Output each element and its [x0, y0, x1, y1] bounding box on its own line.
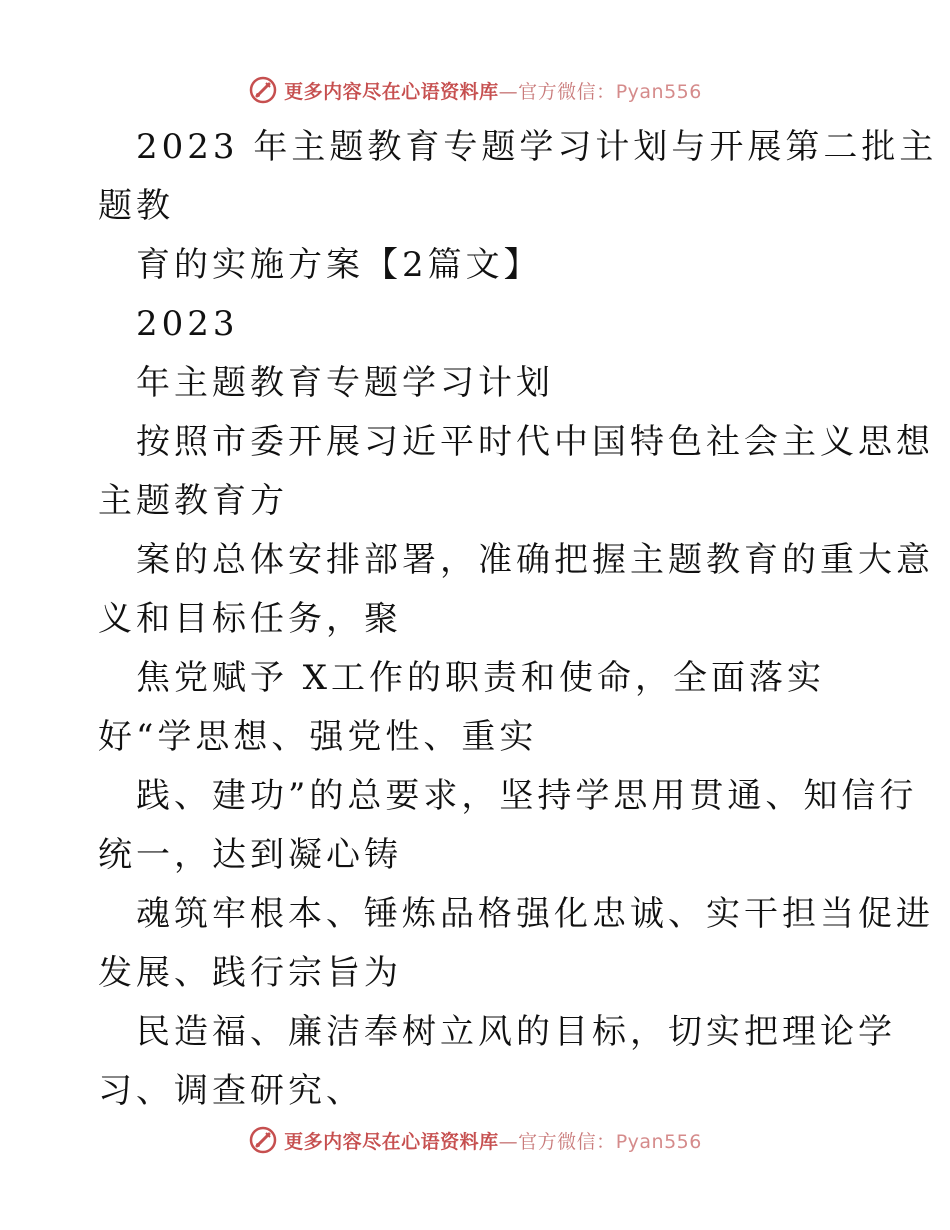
watermark-wechat-id: Pyan556: [615, 1130, 702, 1153]
text-line: 案的总体安排部署，准确把握主题教育的重大意: [136, 540, 934, 580]
text-line: 育的实施方案【2篇文】: [136, 245, 542, 285]
text-line: 民造福、廉洁奉树立风的目标，切实把理论学: [136, 1012, 896, 1052]
document-body: [98, 118, 938, 1121]
watermark-wechat-label: 官方微信：: [518, 1130, 616, 1153]
text-line: 题教: [98, 186, 174, 226]
text-line: 魂筑牢根本、锤炼品格强化忠诚、实干担当促进: [136, 894, 934, 934]
footer-watermark: [0, 1120, 950, 1160]
text-line: 统一，达到凝心铸: [98, 835, 402, 875]
pen-logo-icon: [248, 75, 278, 105]
watermark-wechat-id: Pyan556: [615, 80, 702, 103]
watermark-wechat-label: 官方微信：: [518, 80, 616, 103]
header-watermark: [0, 70, 950, 110]
pen-logo-icon: [248, 1125, 278, 1155]
watermark-separator: —: [498, 80, 519, 103]
text-line: 2023: [136, 304, 239, 344]
text-line: 年主题教育专题学习计划: [136, 363, 554, 403]
watermark-main-text: 更多内容尽在心语资料库: [284, 80, 499, 103]
watermark-text: [284, 1127, 702, 1154]
text-line: 践、建功”的总要求，坚持学思用贯通、知信行: [136, 776, 918, 816]
text-line: 义和目标任务，聚: [98, 599, 402, 639]
watermark-text: [284, 77, 702, 104]
text-line: 发展、践行宗旨为: [98, 953, 402, 993]
watermark-main-text: 更多内容尽在心语资料库: [284, 1130, 499, 1153]
text-line: 2023 年主题教育专题学习计划与开展第二批主: [136, 127, 938, 167]
text-line: 主题教育方: [98, 481, 288, 521]
watermark-separator: —: [498, 1130, 519, 1153]
text-line: 好“学思想、强党性、重实: [98, 717, 538, 757]
text-line: 按照市委开展习近平时代中国特色社会主义思想: [136, 422, 934, 462]
text-line: 焦党赋予 X工作的职责和使命，全面落实: [136, 658, 826, 698]
text-line: 习、调查研究、: [98, 1071, 364, 1111]
